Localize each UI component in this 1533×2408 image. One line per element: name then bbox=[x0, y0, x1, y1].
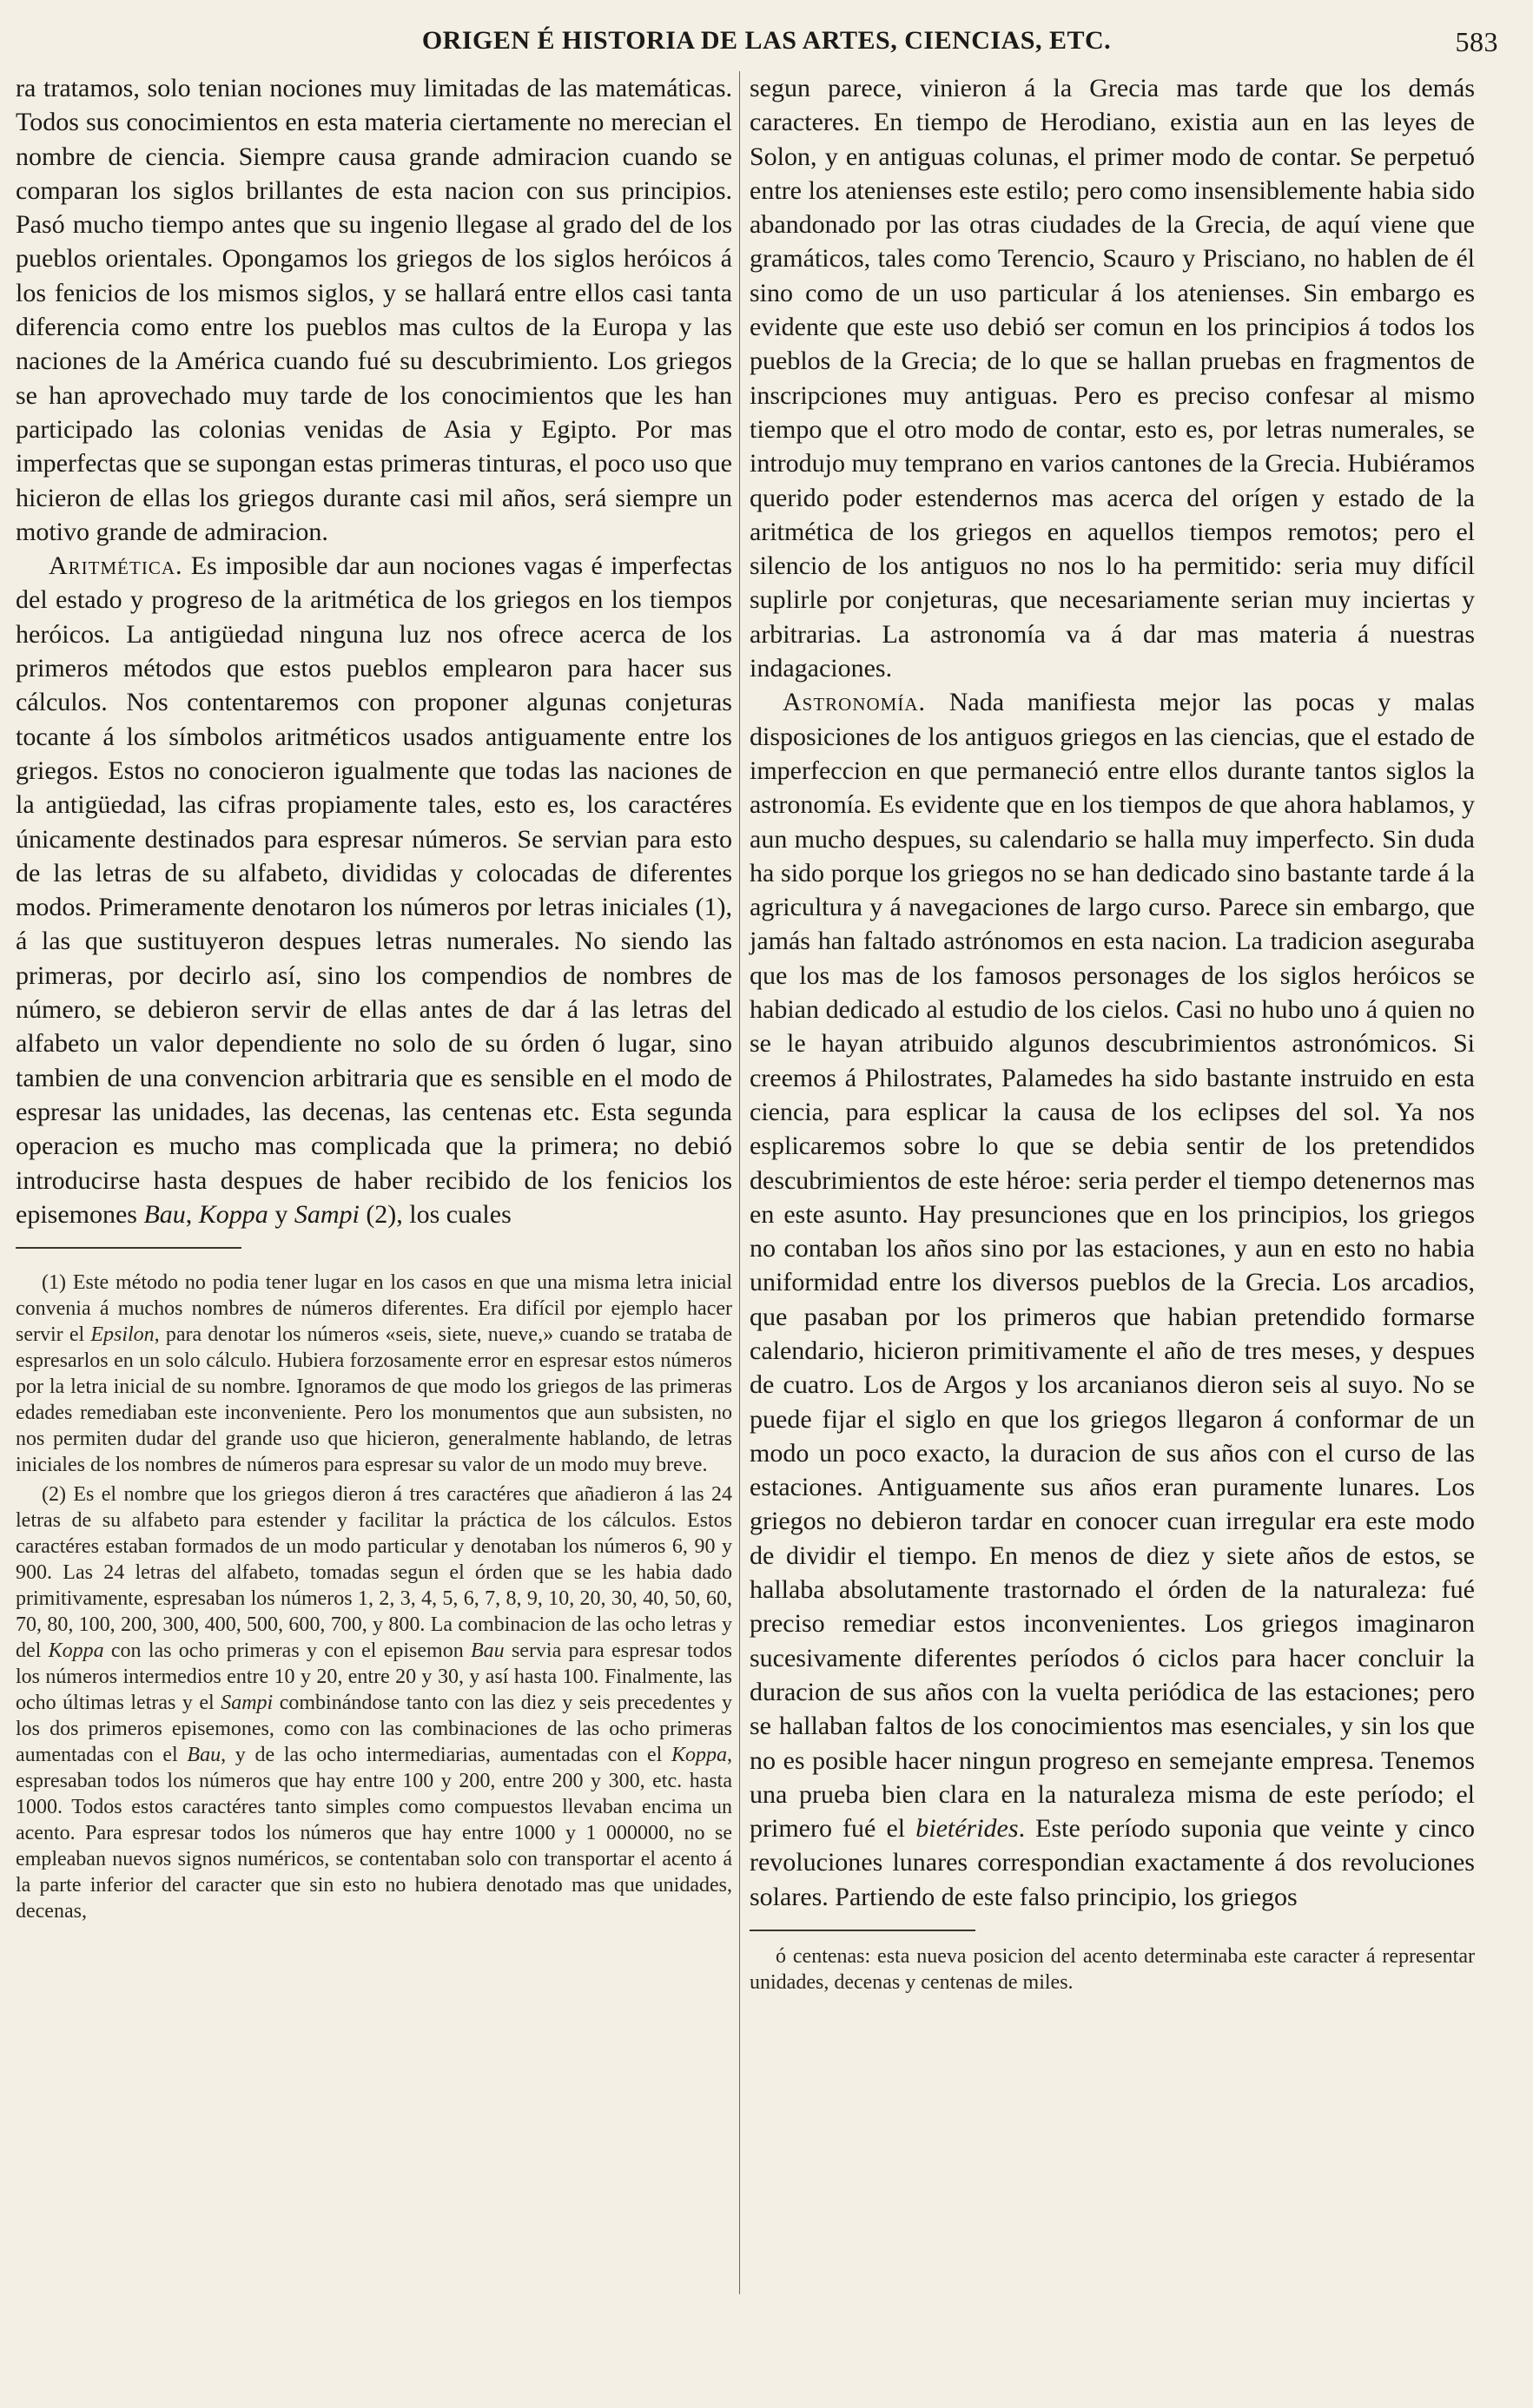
footnote-2-text-a: (2) Es el nombre que los griegos dieron á tres caractéres que añadieron á las 24 letras de su alfabeto para estender y facilitar la práctica de los cálculos. Estos caractéres estaban formados de un modo particular y denotaban los números 6, 90 y 900. Las 24 letras del alfabeto, tomadas segun el órden que se les habia dado primitivamente, espresaban los números 1, 2, 3, 4, 5, 6, 7, 8, 9, 10, 20, 30, 40, 50, 60, 70, 80, 100, 200, 300, 400, 500, 600, 700, y 800. La combinacion de las ocho letras y del bbox=[16, 1483, 732, 1663]
column-divider bbox=[739, 71, 740, 2294]
section-heading-aritmetica: Aritmética. bbox=[49, 551, 183, 581]
left-paragraph-1: ra tratamos, solo tenian nociones muy limitadas de las matemáticas. Todos sus conocimientos en esta materia ciertamente no merecian el nombre de ciencia. Siempre causa grande admiracion cuando se comparan los siglos brillantes de esta nacion con sus principios. Pasó mucho tiempo antes que su ingenio llegase al grado del de los pueblos orientales. Opongamos los griegos de los siglos heróicos á los fenicios de los mismos siglos, y se hallará entre ellos casi tanta diferencia como entre los pueblos mas cultos de la Europa y las naciones de la América cuando fué su descubrimiento. Los griegos se han aprovechado muy tarde de los conocimientos que les han participado las colonias venidas de Asia y Egipto. Por mas imperfectas que se supongan estas primeras tinturas, el poco uso que hicieron de ellas los griegos durante casi mil años, será siempre un motivo grande de admiracion. bbox=[16, 74, 732, 546]
footnote-2-bau-2: Bau bbox=[187, 1744, 221, 1767]
running-header bbox=[35, 26, 1498, 69]
right-column bbox=[750, 71, 1475, 1999]
footnote-1-epsilon: Epsilon bbox=[90, 1323, 155, 1347]
footnote-2-sampi: Sampi bbox=[221, 1692, 274, 1715]
footnote-1-text-a: (1) Este método no podia tener lugar en los casos en que una misma letra inicial convenia á muchos nombres de números diferentes. Era difícil por ejemplo hacer servir el bbox=[16, 1271, 732, 1347]
episemon-sampi: Sampi bbox=[294, 1199, 360, 1229]
astronomia-end: . Este período suponia que veinte y cinco revoluciones lunares correspondian exactamente á dos revoluciones solares. Partiendo de este falso principio, los griegos bbox=[750, 1814, 1476, 1911]
episemon-bau: Bau bbox=[143, 1199, 186, 1229]
footnote-2-koppa-2: Koppa bbox=[671, 1744, 727, 1767]
section-heading-astronomia: Astronomía. bbox=[783, 688, 927, 717]
footnote-rule bbox=[16, 1247, 241, 1249]
footnote-2-koppa: Koppa bbox=[48, 1639, 104, 1663]
aritmetica-text: Es imposible dar aun nociones vagas é imperfectas del estado y progreso de la aritmética de los griegos en los tiempos heróicos. La antigüedad ninguna luz nos ofrece acerca de los primeros métodos que estos pueblos emplearon para hacer sus cálculos. Nos contentaremos con proponer algunas conjeturas tocante á los símbolos aritméticos usados antiguamente entre los griegos. Estos no conocieron igualmente que todas las naciones de la antigüedad, las cifras propiamente tales, esto es, los caractéres únicamente destinados para espresar números. Se servian para esto de las letras de su alfabeto, divididas y colocadas de diferentes modos. Primeramente denotaron los números por letras iniciales (1), á las que sustituyeron despues letras numerales. No siendo las primeras, por decirlo así, sino los compendios de nombres de número, se debieron servir de ellas antes de dar á las letras del alfabeto un valor dependiente no solo de su órden ó lugar, sino tambien de una convencion arbitraria que es sensible en el modo de espresar las unidades, las decenas, las centenas etc. Esta segunda operacion es mucho mas complicada que la primera; no debió introducirse hasta despues de haber recibido de los fenicios los episemones bbox=[16, 551, 732, 1229]
left-paragraph-aritmetica bbox=[16, 549, 732, 1231]
footnote-rule-right bbox=[750, 1930, 975, 1931]
right-paragraph-astronomia bbox=[750, 685, 1475, 1914]
footnote-2-bau: Bau bbox=[471, 1639, 505, 1663]
footnote-2-continuation: ó centenas: esta nueva posicion del acento determinaba este caracter á representar unidades, decenas y centenas de miles. bbox=[750, 1945, 1475, 1995]
footnote-2-text-c: servia para espresar todos los números intermedios entre 10 y 20, entre 20 y 30, y así hasta 100. Finalmente, las ocho últimas letras y el bbox=[16, 1639, 733, 1715]
footnote-2-text-f: , espresaban todos los números que hay entre 100 y 200, entre 200 y 300, etc. hasta 1000. Todos estos caractéres tanto simples como compuestos llevaban encima un acento. Para espresar todos los números que hay entre 1000 y 1 000000, no se empleaban nuevos signos numéricos, se contentaban solo con transportar el acento á la parte inferior del caracter que sin esto no hubiera denotado mas que unidades, decenas, bbox=[16, 1744, 732, 1923]
aritmetica-comma-1: , bbox=[185, 1199, 199, 1229]
episemon-koppa: Koppa bbox=[198, 1199, 268, 1229]
footnote-2-text-d: combinándose tanto con las diez y seis precedentes y los dos primeros episemones, como con las combinaciones de las ocho primeras aumentadas con el bbox=[16, 1692, 732, 1767]
aritmetica-end: (2), los cuales bbox=[359, 1199, 512, 1229]
footnote-1 bbox=[16, 1270, 732, 1478]
left-column bbox=[16, 71, 732, 1928]
page-number: 583 bbox=[1455, 26, 1498, 57]
bieterides-term: bietérides bbox=[915, 1814, 1019, 1844]
aritmetica-conj: y bbox=[268, 1199, 294, 1229]
footnotes-right bbox=[750, 1930, 1475, 1996]
footnote-2-text-b: con las ocho primeras y con el episemon bbox=[103, 1639, 471, 1663]
right-paragraph-1: segun parece, vinieron á la Grecia mas tarde que los demás caracteres. En tiempo de Herodiano, existia aun en las leyes de Solon, y en antiguas colunas, el primer modo de contar. Se perpetuó entre los atenienses este estilo; pero como insensiblemente habia sido abandonado por las otras ciudades de la Grecia, de aquí viene que gramáticos, tales como Terencio, Scauro y Prisciano, no hablen de él sino como de un uso particular á los atenienses. Sin embargo es evidente que este uso debió ser comun en los principios á todos los pueblos de la Grecia; de lo que se hallan pruebas en fragmentos de inscripciones muy antiguas. Pero es preciso confesar al mismo tiempo que el otro modo de contar, esto es, por letras numerales, se introdujo muy temprano en varios cantones de la Grecia. Hubiéramos querido poder estendernos mas acerca del orígen y estado de la aritmética de los griegos en aquellos tiempos remotos; pero el silencio de los antiguos no nos lo ha permitido: seria muy difícil suplirle por conjeturas, que necesariamente serian muy inciertas y arbitrarias. La astronomía va á dar mas materia á nuestras indagaciones. bbox=[750, 74, 1475, 683]
footnote-2 bbox=[16, 1481, 732, 1924]
header-title: ORIGEN É HISTORIA DE LAS ARTES, CIENCIAS, ETC. bbox=[421, 26, 1112, 55]
footnotes-left bbox=[16, 1270, 732, 1924]
footnote-1-text-b: , para denotar los números «seis, siete, nueve,» cuando se trataba de espresarlos en un solo cálculo. Hubiera forzosamente error en espresar estos números por la letra inicial de su nombre. Ignoramos de que modo los griegos de las primeras edades remediaban este inconveniente. Pero los monumentos que aun subsisten, no nos permiten dudar del grande uso que hicieron, generalmente hablando, de letras iniciales de los nombres de números para espresar su valor de un modo muy breve. bbox=[16, 1323, 732, 1477]
footnote-2-text-e: , y de las ocho intermediarias, aumentadas con el bbox=[221, 1744, 671, 1767]
astronomia-text: Nada manifiesta mejor las pocas y malas disposiciones de los antiguos griegos en las ciencias, que el estado de imperfeccion en que permaneció entre ellos durante tantos siglos la astronomía. Es evidente que en los tiempos de que ahora hablamos, y aun mucho despues, su calendario se halla muy imperfecto. Sin duda ha sido porque los griegos no se han dedicado sino bastante tarde á la agricultura y á navegaciones de largo curso. Parece sin embargo, que jamás han faltado astrónomos en esta nacion. La tradicion aseguraba que los mas de los famosos personages de los siglos heróicos se habian dedicado al estudio de los cielos. Casi no hubo uno á quien no se le hayan atribuido algunos descubrimientos astronómicos. Si creemos á Philostrates, Palamedes ha sido bastante instruido en esta ciencia, para esplicar la causa de los eclipses del sol. Ya nos esplicaremos sobre lo que se debia sentir de los pretendidos descubrimientos de este héroe: seria perder el tiempo detenernos mas en este asunto. Hay presunciones que en los principios, los griegos no contaban los años sino por las estaciones, y aun en esto no habia uniformidad entre los diversos pueblos de la Grecia. Los arcadios, que pasaban por los primeros que habian pretendido formarse calendario, hicieron primitivamente el año de tres meses, y despues de cuatro. Los de Argos y los arcanianos dieron seis al suyo. No se puede fijar el siglo en que los griegos llegaron á conformar de un modo un poco exacto, la duracion de sus años con el curso de las estaciones. Antiguamente sus años eran puramente lunares. Los griegos no debieron tardar en conocer cuan irregular era este modo de dividir el tiempo. En menos de diez y siete años de estos, se hallaba absolutamente trastornado el órden de la naturaleza: fué preciso remediar estos inconvenientes. Los griegos imaginaron sucesivamente diferentes períodos ó ciclos para hacer concluir la duracion de sus años con la vuelta periódica de las estaciones; pero se hallaban faltos de los conocimientos mas esenciales, y sin los que no es posible hacer ningun progreso en semejante empresa. Tenemos una prueba bien clara en la naturaleza misma de este período; el primero fué el bbox=[750, 688, 1475, 1844]
